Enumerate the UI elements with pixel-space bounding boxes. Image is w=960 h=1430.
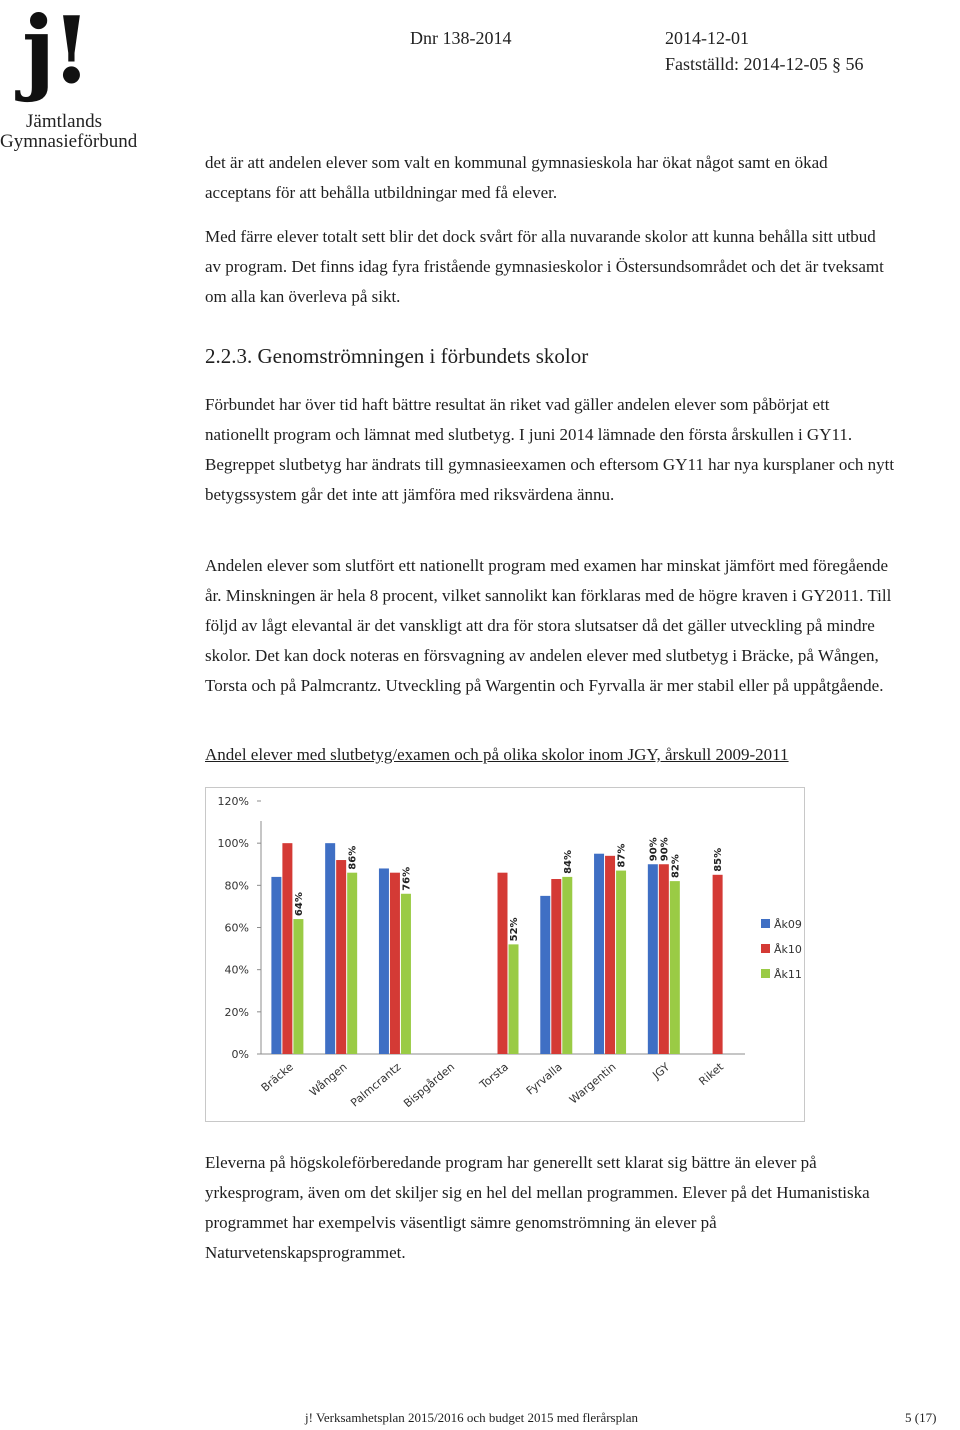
x-tick-label: Torsta <box>477 1060 511 1092</box>
chart-svg <box>205 787 805 1122</box>
legend-swatch <box>761 969 770 978</box>
bar <box>594 854 604 1054</box>
data-label: 87% <box>616 843 628 868</box>
data-label: 82% <box>670 854 682 879</box>
y-tick-label: 40% <box>224 963 249 977</box>
section-number: 56 <box>845 54 864 74</box>
bar <box>562 877 572 1054</box>
bar <box>659 864 669 1054</box>
y-tick-label: 100% <box>217 837 249 851</box>
paragraph-block-2 <box>205 222 895 312</box>
bar <box>336 860 346 1054</box>
bar <box>540 896 550 1054</box>
footer-page-number: 5 (17) <box>905 1410 937 1425</box>
document-date: 2014-12-01 <box>665 28 749 48</box>
data-label: 86% <box>347 845 359 870</box>
established-label: Fastställd: 2014-12-05 <box>665 54 828 74</box>
x-tick-label: Fyrvalla <box>523 1060 565 1098</box>
legend-label: Åk11 <box>774 968 802 981</box>
bar-chart <box>205 787 805 1122</box>
paragraph-intro <box>205 148 895 208</box>
paragraph-block-4 <box>205 551 895 701</box>
established-date <box>665 54 864 75</box>
section-heading: 2.2.3. Genomströmningen i förbundets skolor <box>205 344 589 368</box>
document-number: Dnr 138-2014 <box>410 28 512 48</box>
logo <box>0 0 140 160</box>
bar <box>670 881 680 1054</box>
bar <box>498 873 508 1054</box>
data-label: 52% <box>509 917 520 942</box>
x-tick-label: Riket <box>696 1060 727 1089</box>
bar <box>616 871 626 1054</box>
x-tick-label: Palmcrantz <box>348 1060 404 1110</box>
data-label: 85% <box>713 847 725 872</box>
bar <box>401 894 411 1054</box>
paragraph-3: Förbundet har över tid haft bättre resultat än riket vad gäller andelen elever som påbörjat ett nationellt program och lämnat med slutbetyg. I juni 2014 lämnade den första årskullen i GY11. Begreppet slutbetyg har ändrats till gymnasieexamen och eftersom GY11 har nya kursplaner och nytt betygssystem går det inte att jämföra med riksvärdena ännu. <box>205 395 895 504</box>
legend-label: Åk10 <box>774 943 802 956</box>
logo-name-line2: Gymnasieförbund <box>0 131 138 152</box>
paragraph-block-5 <box>205 1148 895 1268</box>
paragraph-1: det är att andelen elever som valt en kommunal gymnasieskola har ökat något samt en ökad acceptans för att behålla utbildningar med få elever. <box>205 153 828 202</box>
bar <box>347 873 357 1054</box>
x-tick-label: Bispgården <box>401 1060 458 1111</box>
x-tick-label: Bräcke <box>258 1060 296 1095</box>
paragraph-block-3 <box>205 390 895 510</box>
legend-swatch <box>761 919 770 928</box>
legend-swatch <box>761 944 770 953</box>
logo-name-line1: Jämtlands <box>26 111 102 132</box>
x-tick-label: JGY <box>650 1060 673 1082</box>
bar <box>325 843 335 1054</box>
logo-mark: j! <box>22 0 88 104</box>
data-label: 90% <box>659 837 671 862</box>
data-label: 64% <box>293 892 305 917</box>
data-label: 90% <box>648 837 660 862</box>
bar <box>713 875 723 1054</box>
bar <box>648 864 658 1054</box>
bar <box>551 879 561 1054</box>
bar <box>390 873 400 1054</box>
data-label: 76% <box>401 866 413 891</box>
footer-title: j! Verksamhetsplan 2015/2016 och budget 2015 med flerårsplan <box>305 1410 638 1425</box>
y-tick-label: 20% <box>224 1005 249 1019</box>
legend-label: Åk09 <box>774 918 802 931</box>
bar <box>509 944 519 1054</box>
bar <box>271 877 281 1054</box>
paragraph-4: Andelen elever som slutfört ett nationellt program med examen har minskat jämfört med föregående år. Minskningen är hela 8 procent, vilket sannolikt kan förklaras med de högre kraven i GY2011. Till följd av lågt elevantal är det vanskligt att dra för stora slutsatser då det gäller utveckling på mindre skolor. Det kan dock noteras en försvagning av andelen elever med slutbetyg i Bräcke, på Wången, Torsta och på Palmcrantz. Utveckling på Wargentin och Fyrvalla är mer stabil eller på uppåtgående. <box>205 556 892 695</box>
bar <box>379 868 389 1054</box>
x-tick-label: Wargentin <box>566 1060 619 1107</box>
data-label: 84% <box>562 849 574 874</box>
y-tick-label: 120% <box>217 795 249 808</box>
paragraph-5: Eleverna på högskoleförberedande program har generellt sett klarat sig bättre än elever på yrkesprogram, även om det skiljer sig en hel del mellan programmen. Elever på det Humanistiska programmet har exempelvis väsentligt sämre genomströmning än elever på Naturvetenskapsprogrammet. <box>205 1153 870 1262</box>
paragraph-2: Med färre elever totalt sett blir det dock svårt för alla nuvarande skolor att kunna behålla sitt utbud av program. Det finns idag fyra fristående gymnasieskolor i Östersundsområdet och det är tveksamt om alla kan överleva på sikt. <box>205 227 884 306</box>
bar <box>605 856 615 1054</box>
x-tick-label: Wången <box>307 1060 350 1099</box>
bar <box>282 843 292 1054</box>
y-tick-label: 80% <box>224 879 249 893</box>
bar <box>293 919 303 1054</box>
y-tick-label: 0% <box>231 1048 249 1061</box>
section-mark: § <box>832 54 841 74</box>
chart-caption: Andel elever med slutbetyg/examen och på olika skolor inom JGY, årskull 2009-2011 <box>205 745 789 764</box>
y-tick-label: 60% <box>224 921 249 935</box>
